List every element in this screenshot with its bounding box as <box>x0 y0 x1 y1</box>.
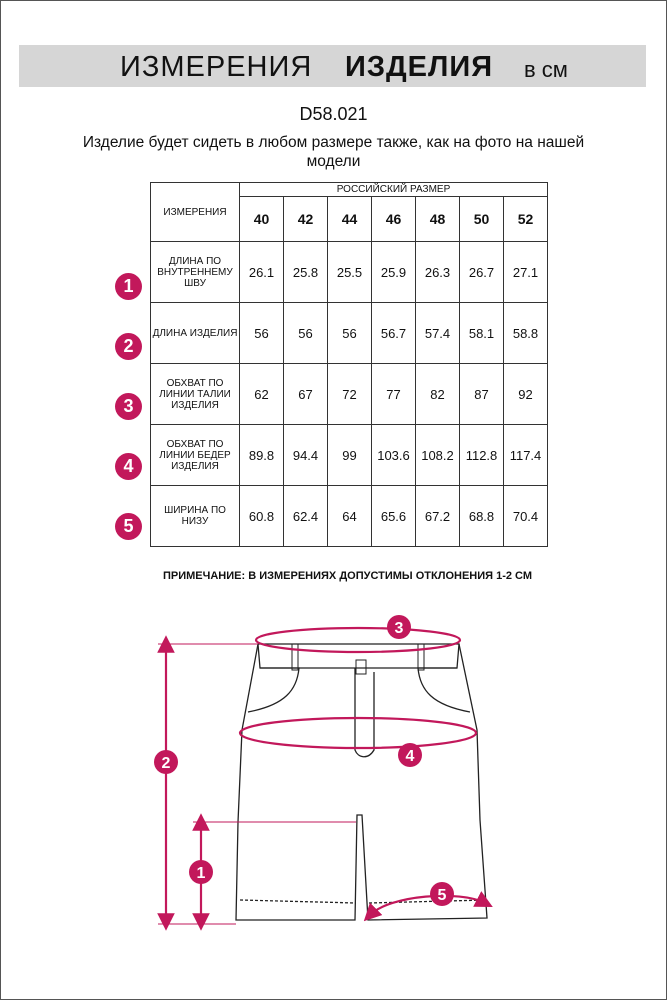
table-cell: 25.8 <box>284 242 328 303</box>
table-cell: 82 <box>416 364 460 425</box>
row-number-badge: 5 <box>115 513 142 540</box>
table-cell: 99 <box>328 425 372 486</box>
row-label: ШИРИНА ПО НИЗУ <box>151 486 240 547</box>
measure-header: ИЗМЕРЕНИЯ <box>151 183 240 242</box>
diagram-marker <box>189 860 213 884</box>
table-cell: 62.4 <box>284 486 328 547</box>
table-cell: 56.7 <box>372 303 416 364</box>
table-row <box>151 303 548 364</box>
table-cell: 62 <box>240 364 284 425</box>
size-header: 40 <box>240 197 284 242</box>
row-label: ОБХВАТ ПО ЛИНИИ ТАЛИИ ИЗДЕЛИЯ <box>151 364 240 425</box>
table-cell: 112.8 <box>460 425 504 486</box>
size-header: 42 <box>284 197 328 242</box>
row-label: ОБХВАТ ПО ЛИНИИ БЕДЕР ИЗДЕЛИЯ <box>151 425 240 486</box>
table-cell: 77 <box>372 364 416 425</box>
diagram-marker <box>387 615 411 639</box>
svg-text:5: 5 <box>437 887 447 904</box>
table-cell: 117.4 <box>504 425 548 486</box>
svg-text:3: 3 <box>394 620 404 637</box>
shorts-measurement-diagram <box>0 600 667 1000</box>
row-number-badge: 2 <box>115 333 142 360</box>
table-cell: 27.1 <box>504 242 548 303</box>
table-cell: 67.2 <box>416 486 460 547</box>
size-header: 44 <box>328 197 372 242</box>
table-cell: 26.1 <box>240 242 284 303</box>
table-row <box>151 242 548 303</box>
svg-text:2: 2 <box>161 755 171 772</box>
table-cell: 67 <box>284 364 328 425</box>
table-cell: 103.6 <box>372 425 416 486</box>
table-cell: 92 <box>504 364 548 425</box>
table-cell: 25.9 <box>372 242 416 303</box>
size-group-header: РОССИЙСКИЙ РАЗМЕР <box>240 183 548 197</box>
diagram-marker <box>398 743 422 767</box>
table-cell: 65.6 <box>372 486 416 547</box>
table-cell: 56 <box>328 303 372 364</box>
table-cell: 56 <box>240 303 284 364</box>
table-cell: 58.8 <box>504 303 548 364</box>
table-cell: 25.5 <box>328 242 372 303</box>
hip-measure-ellipse <box>240 718 476 748</box>
table-cell: 108.2 <box>416 425 460 486</box>
row-label: ДЛИНА ИЗДЕЛИЯ <box>151 303 240 364</box>
title-word-measurements: ИЗМЕРЕНИЯ <box>120 51 313 83</box>
row-label: ДЛИНА ПО ВНУТРЕННЕМУ ШВУ <box>151 242 240 303</box>
table-cell: 68.8 <box>460 486 504 547</box>
size-header: 46 <box>372 197 416 242</box>
size-header: 52 <box>504 197 548 242</box>
diagram-marker <box>430 882 454 906</box>
table-cell: 89.8 <box>240 425 284 486</box>
row-number-badge: 3 <box>115 393 142 420</box>
table-cell: 70.4 <box>504 486 548 547</box>
shorts-outline <box>236 644 487 920</box>
title-banner <box>19 45 646 87</box>
table-cell: 87 <box>460 364 504 425</box>
title-unit: в см <box>524 57 568 82</box>
waist-measure-ellipse <box>256 628 460 652</box>
row-number-badge: 1 <box>115 273 142 300</box>
size-header: 48 <box>416 197 460 242</box>
title-word-product: ИЗДЕЛИЯ <box>345 51 494 83</box>
tolerance-note: ПРИМЕЧАНИЕ: В ИЗМЕРЕНИЯХ ДОПУСТИМЫ ОТКЛОНЕНИЯ 1-2 СМ <box>162 570 533 582</box>
table-row <box>151 364 548 425</box>
table-cell: 56 <box>284 303 328 364</box>
fit-subtitle: Изделие будет сидеть в любом размере также, как на фото на нашей модели <box>82 134 585 170</box>
table-cell: 64 <box>328 486 372 547</box>
hem-measure-arc <box>370 896 485 915</box>
table-row <box>151 486 548 547</box>
table-cell: 57.4 <box>416 303 460 364</box>
table-cell: 72 <box>328 364 372 425</box>
product-code: D58.021 <box>299 104 368 124</box>
table-cell: 26.3 <box>416 242 460 303</box>
table-cell: 94.4 <box>284 425 328 486</box>
svg-text:1: 1 <box>196 865 206 882</box>
table-cell: 26.7 <box>460 242 504 303</box>
diagram-marker <box>154 750 178 774</box>
svg-text:4: 4 <box>405 748 415 765</box>
size-header: 50 <box>460 197 504 242</box>
table-row <box>151 425 548 486</box>
table-cell: 58.1 <box>460 303 504 364</box>
row-number-badge: 4 <box>115 453 142 480</box>
size-table <box>150 182 548 547</box>
table-cell: 60.8 <box>240 486 284 547</box>
